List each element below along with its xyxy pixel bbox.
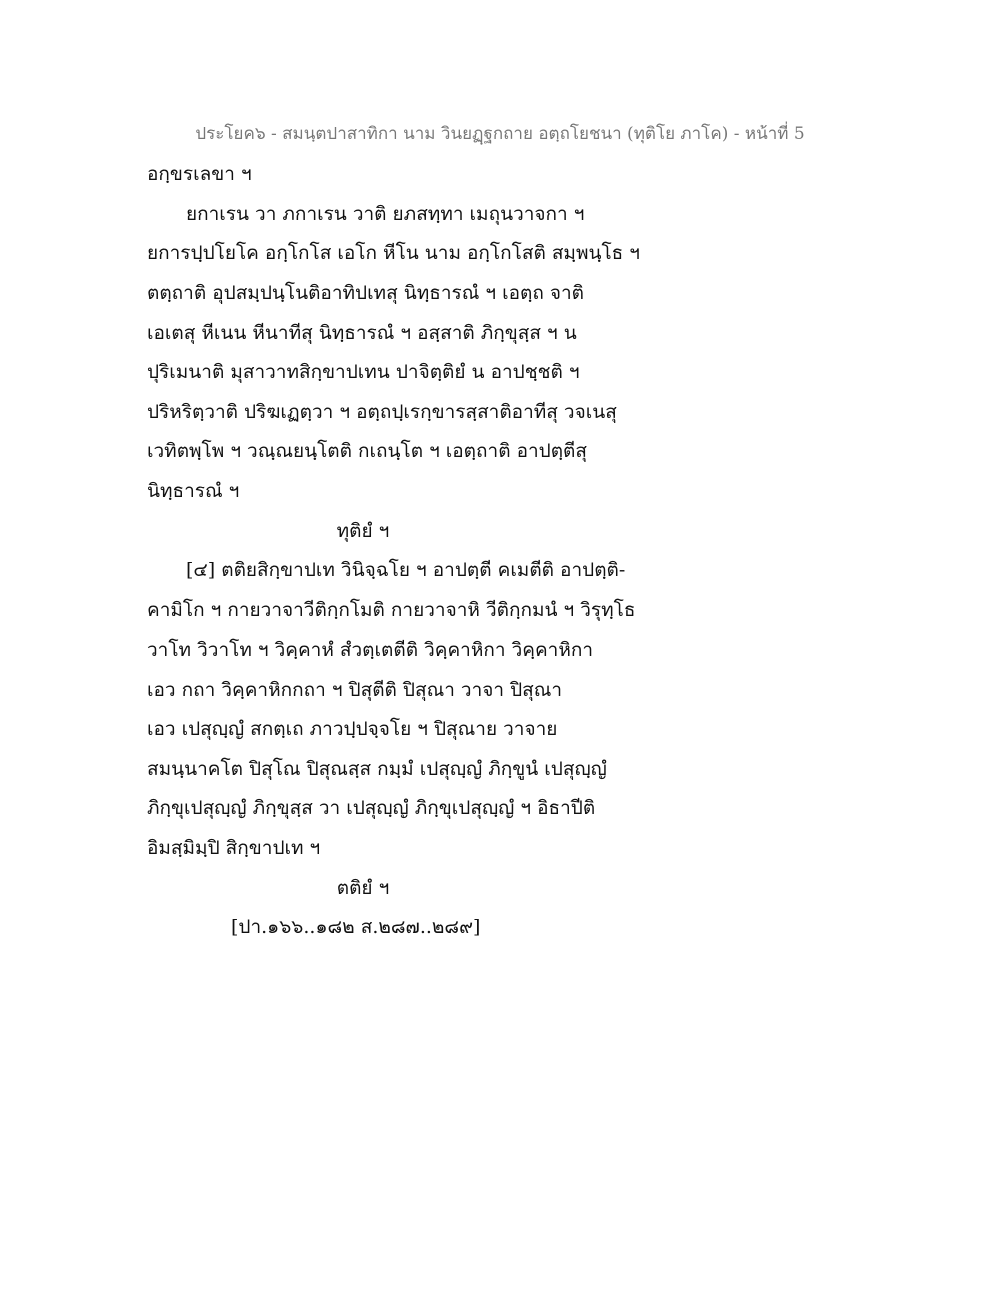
text-line: [๔] ตติยสิกฺขาปเท วินิจฺฉโย ฯ อาปตฺตี คเมตีติ อาปตฺติ- xyxy=(186,559,626,581)
text-line: อิมสฺมิมฺปิ สิกฺขาปเท ฯ xyxy=(147,837,321,859)
text-line: สมนฺนาคโต ปิสุโณ ปิสุณสฺส กมฺมํ เปสุญฺญํ ภิกฺขูนํ เปสุญฺญํ xyxy=(147,758,607,780)
text-line: ปริหริตฺวาติ ปริฆเฏตฺวา ฯ อตฺถปฺเรกฺขารสฺสาติอาทีสุ วจเนสุ xyxy=(147,401,617,423)
section-heading: ตติยํ ฯ xyxy=(336,877,390,899)
text-line: อกฺขรเลขา ฯ xyxy=(147,163,252,185)
reference-citation: [ปา.๑๖๖..๑๘๒ ส.๒๘๗..๒๘๙] xyxy=(231,916,481,938)
text-line: ปุริเมนาติ มุสาวาทสิกฺขาปเทน ปาจิตฺติยํ น อาปชฺชติ ฯ xyxy=(147,361,580,383)
text-line: เอว เปสุญฺญํ สกตฺเถ ภาวปฺปจฺจโย ฯ ปิสุณาย วาจาย xyxy=(147,718,558,740)
text-line: ภิกฺขุเปสุญฺญํ ภิกฺขุสฺส วา เปสุญฺญํ ภิกฺขุเปสุญฺญํ ฯ อิธาปีติ xyxy=(147,797,596,819)
text-line: นิทฺธารณํ ฯ xyxy=(147,480,240,502)
text-line: คามิโก ฯ กายวาจาวีติกฺกโมติ กายวาจาหิ วีติกฺกมนํ ฯ วิรุทฺโธ xyxy=(147,599,636,621)
text-line: เอว กถา วิคฺคาหิกกถา ฯ ปิสุตีติ ปิสุณา วาจา ปิสุณา xyxy=(147,679,563,701)
text-line: เวทิตพฺโพ ฯ วณฺณยนฺโตติ กเถนฺโต ฯ เอตฺถาติ อาปตฺตีสุ xyxy=(147,440,587,462)
text-line: เอเตสุ หีเนน หีนาทีสุ นิทฺธารณํ ฯ อสฺสาติ ภิกฺขุสฺส ฯ น xyxy=(147,322,577,344)
page-header: ประโยค๖ - สมนฺตปาสาทิกา นาม วินยฏฺฐกถาย อตฺถโยชนา (ทุติโย ภาโค) - หน้าที่ 5 xyxy=(195,124,805,144)
text-line: ยการปฺปโยโค อกฺโกโส เอโก หีโน นาม อกฺโกโสติ สมฺพนฺโธ ฯ xyxy=(147,242,640,264)
text-line: ตตฺถาติ อุปสมฺปนฺโนติอาทิปเทสุ นิทฺธารณํ ฯ เอตฺถ จาติ xyxy=(147,282,585,304)
section-heading: ทุติยํ ฯ xyxy=(336,520,390,542)
text-line: วาโท วิวาโท ฯ วิคฺคาหํ สํวตฺเตตีติ วิคฺคาหิกา วิคฺคาหิกา xyxy=(147,639,594,661)
text-line: ยกาเรน วา ภกาเรน วาติ ยภสทฺทา เมถุนวาจกา ฯ xyxy=(186,203,585,225)
